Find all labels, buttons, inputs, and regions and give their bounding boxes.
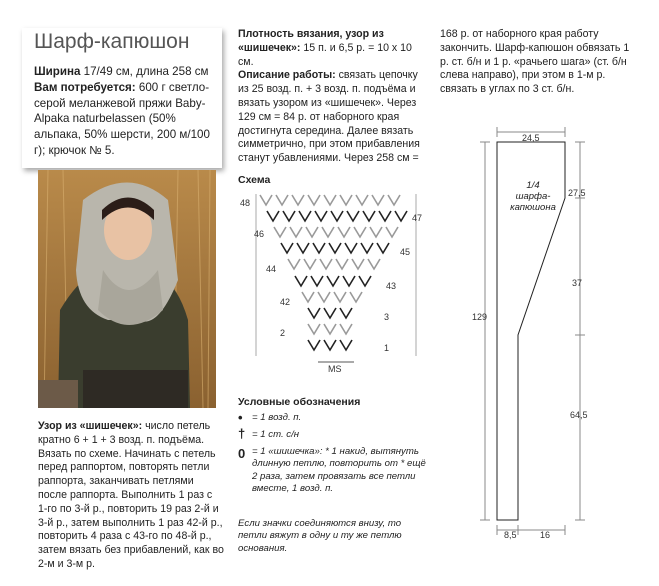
puff-stitch-mark: [324, 308, 336, 318]
puff-stitch-mark: [327, 276, 339, 286]
puff-stitch-mark: [386, 227, 398, 237]
stitch-chart: [236, 186, 436, 378]
puff-stitch-mark: [350, 292, 362, 302]
puff-stitch-mark: [370, 227, 382, 237]
puff-stitch-mark: [359, 276, 371, 286]
dim-right-bot: 64,5: [570, 410, 588, 420]
puff-stitch-mark: [334, 292, 346, 302]
legend-puff-text: = 1 «шишечка»: * 1 накид, вытянуть длинную петлю, повторить от * ещё 2 раза, затем провязать все петли вместе, 1 возд. п.: [252, 446, 426, 495]
dim-bottom-right: 16: [540, 530, 551, 540]
row-48: 48: [240, 198, 251, 208]
puff-stitch-mark: [315, 211, 327, 221]
dim-bottom-left: 8,5: [504, 530, 517, 540]
puff-stitch-mark: [361, 243, 373, 253]
width-text: 17/49 см, длина 258 см: [80, 65, 209, 78]
work-label: Описание работы:: [238, 69, 336, 82]
puff-stitch-mark: [347, 211, 359, 221]
puff-stitch-mark: [295, 276, 307, 286]
puff-stitch-mark: [322, 227, 334, 237]
puff-stitch-mark: [274, 227, 286, 237]
puff-stitch-mark: [308, 308, 320, 318]
puff-stitch-mark: [283, 211, 295, 221]
puff-stitch-mark: [340, 308, 352, 318]
puff-stitch-mark: [329, 243, 341, 253]
ms-label: MS: [328, 364, 342, 374]
puff-stitch-mark: [308, 324, 320, 334]
width-label: Ширина: [34, 65, 81, 78]
puff-stitch-mark: [331, 211, 343, 221]
puff-stitch-mark: [320, 259, 332, 269]
row-42: 42: [280, 297, 291, 307]
puff-stitch-mark: [297, 243, 309, 253]
row-3: 3: [384, 312, 390, 322]
legend-title: Условные обозначения: [238, 396, 361, 408]
puff-stitch-mark: [276, 195, 288, 205]
puff-stitch-mark: [388, 195, 400, 205]
puff-stitch-mark: [313, 243, 325, 253]
row-45: 45: [400, 247, 411, 257]
legend-chain-icon: •: [238, 410, 243, 425]
puff-stitch-mark: [395, 211, 407, 221]
legend-dc-text: = 1 ст. с/н: [252, 429, 300, 440]
puff-stitch-mark: [340, 195, 352, 205]
puff-stitch-mark: [352, 259, 364, 269]
row-44: 44: [266, 264, 277, 274]
row-43: 43: [386, 281, 397, 291]
puff-stitch-mark: [340, 324, 352, 334]
puff-stitch-mark: [318, 292, 330, 302]
puff-stitch-mark: [354, 227, 366, 237]
puff-stitch-mark: [311, 276, 323, 286]
legend-puff-icon: 0: [238, 446, 246, 461]
puff-stitch-mark: [336, 259, 348, 269]
puff-stitch-mark: [288, 259, 300, 269]
legend-chain-text: = 1 возд. п.: [252, 412, 302, 423]
row-47: 47: [412, 213, 423, 223]
materials-text: [34, 64, 220, 159]
dim-right-top: 27,5: [568, 188, 586, 198]
puff-stitch-mark: [324, 340, 336, 350]
pattern-text: число петель кратно 6 + 1 + 3 возд. п. подъёма. Вязать по схеме. Начинать с петель перед раппортом, повторять петли раппорта, заканчивать петлями после раппорта. Выполнить 1 раз с 1-го по 3-й р., повторить 19 раз 2-й и 3-й р., затем выполнить 1 раз 42-й р., повторить 4 раза с 43-го по 48-й р., затем вязать без прибавлений, как во 2-м и 3-м р.: [38, 420, 224, 570]
needs-label: Вам потребуется:: [34, 80, 136, 94]
puff-stitch-mark: [345, 243, 357, 253]
puff-stitch-mark: [302, 292, 314, 302]
puff-stitch-mark: [372, 195, 384, 205]
finishing-text: 168 р. от наборного края работу закончить. Шарф-капюшон обвязать 1 р. ст. б/н и 1 р. «рачьего шага» (ст. б/н слева направо), при этом в 1-м р. связать в углах по 3 ст. б/н.: [440, 28, 630, 96]
puff-stitch-mark: [368, 259, 380, 269]
puff-stitch-mark: [260, 195, 272, 205]
dim-top: 24,5: [522, 133, 540, 143]
density-text: 15 п. и 6,5 р. = 10 х 10 см.: [238, 41, 412, 68]
puff-stitch-mark: [292, 195, 304, 205]
puff-stitch-mark: [377, 243, 389, 253]
puff-stitch-mark: [306, 227, 318, 237]
row-46: 46: [254, 229, 265, 239]
dim-left: 129: [472, 312, 488, 322]
puff-stitch-mark: [379, 211, 391, 221]
row-1: 1: [384, 343, 390, 353]
legend-dc-icon: †: [238, 426, 246, 441]
pattern-label: Узор из «шишечек»:: [38, 420, 143, 432]
legend-note: Если значки соединяются внизу, то петли вяжут в одну и ту же петлю основания.: [238, 518, 402, 554]
schema-title: Схема: [238, 174, 271, 186]
puff-stitch-mark: [304, 259, 316, 269]
puff-stitch-mark: [324, 195, 336, 205]
puff-stitch-mark: [324, 324, 336, 334]
puff-stitch-mark: [281, 243, 293, 253]
dim-right-mid: 37: [572, 278, 583, 288]
work-text: связать цепочку из 25 возд. п. + 3 возд. п. подъёма и вязать узором из «шишечек». Через 129 см = 84 р. от наборного края достигнута середина. Далее вязать симметрично, при этом прибавления станут убавлениями. Через 258 см =: [238, 69, 420, 165]
title-card: [22, 28, 222, 168]
model-photo: [38, 170, 216, 408]
pattern-title: Шарф-капюшон: [34, 30, 190, 53]
puff-stitch-mark: [267, 211, 279, 221]
pattern-description: [38, 420, 224, 572]
row-2: 2: [280, 328, 286, 338]
puff-stitch-mark: [343, 276, 355, 286]
puff-stitch-mark: [308, 195, 320, 205]
puff-stitch-mark: [308, 340, 320, 350]
puff-stitch-mark: [363, 211, 375, 221]
puff-stitch-mark: [299, 211, 311, 221]
density-and-work: [238, 28, 428, 166]
puff-stitch-mark: [338, 227, 350, 237]
diagram-label: 1/4 шарфа-капюшона: [510, 180, 556, 213]
puff-stitch-mark: [340, 340, 352, 350]
needs-text: 600 г светло-серой меланжевой пряжи Baby-Alpaka naturbelassen (50% альпака, 50% шерсти, 200 м/100 г); крючок № 5.: [34, 80, 210, 157]
density-label: Плотность вязания, узор из «шишечек»:: [238, 28, 384, 54]
puff-stitch-mark: [356, 195, 368, 205]
chart-stitches: [260, 195, 407, 350]
puff-stitch-mark: [290, 227, 302, 237]
